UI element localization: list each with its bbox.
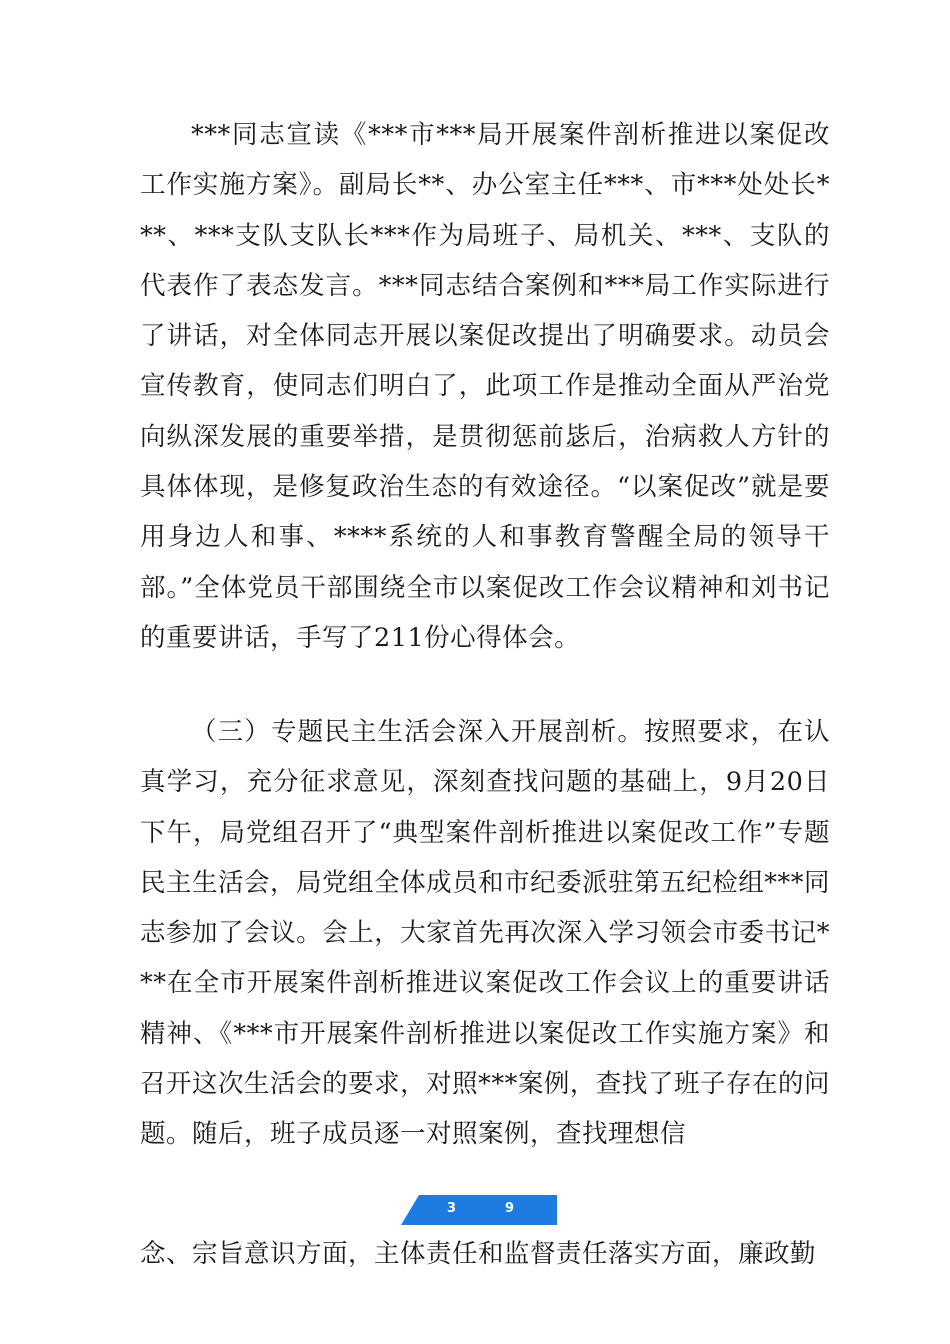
body-paragraph-continued: 念、宗旨意识方面，主体责任和监督责任落实方面，廉政勤 (140, 1239, 817, 1269)
page-badge-shape (401, 1195, 557, 1225)
page-number-digit: 3 (447, 1201, 457, 1216)
body-paragraph: （三）专题民主生活会深入开展剖析。按照要求，在认真学习，充分征求意见，深刻查找问题的基础上，9月20日下午，局党组召开了“典型案件剖析推进以案促改工作”专题民主生活会，局党组全体成员和市纪委派驻第五纪检组***同志参加了会议。会上，大家首先再次深入学习领会市委书记***在全市开展案件剖析推进议案促改工作会议上的重要讲话精神、《***市开展案件剖析推进以案促改工作实施方案》和召开这次生活会的要求，对照***案例，查找了班子存在的问题。随后，班子成员逐一对照案例，查找理想信 (140, 717, 830, 1150)
page-number-digit: 9 (505, 1201, 515, 1216)
page-number-badge (401, 1195, 557, 1225)
body-paragraph: ***同志宣读《***市***局开展案件剖析推进以案促改工作实施方案》。副局长**、办公室主任***、市***处处长***、***支队支队长***作为局班子、局机关、***、支队的代表作了表态发言。***同志结合案例和***局工作实际进行了讲话，对全体同志开展以案促改提出了明确要求。动员会宣传教育，使同志们明白了，此项工作是推动全面从严治党向纵深发展的重要举措，是贯彻惩前毖后，治病救人方针的具体体现，是修复政治生态的有效途径。“以案促改”就是要用身边人和事、****系统的人和事教育警醒全局的领导干部。”全体党员干部围绕全市以案促改工作会议精神和刘书记的重要讲话，手写了211份心得体会。 (140, 120, 830, 653)
